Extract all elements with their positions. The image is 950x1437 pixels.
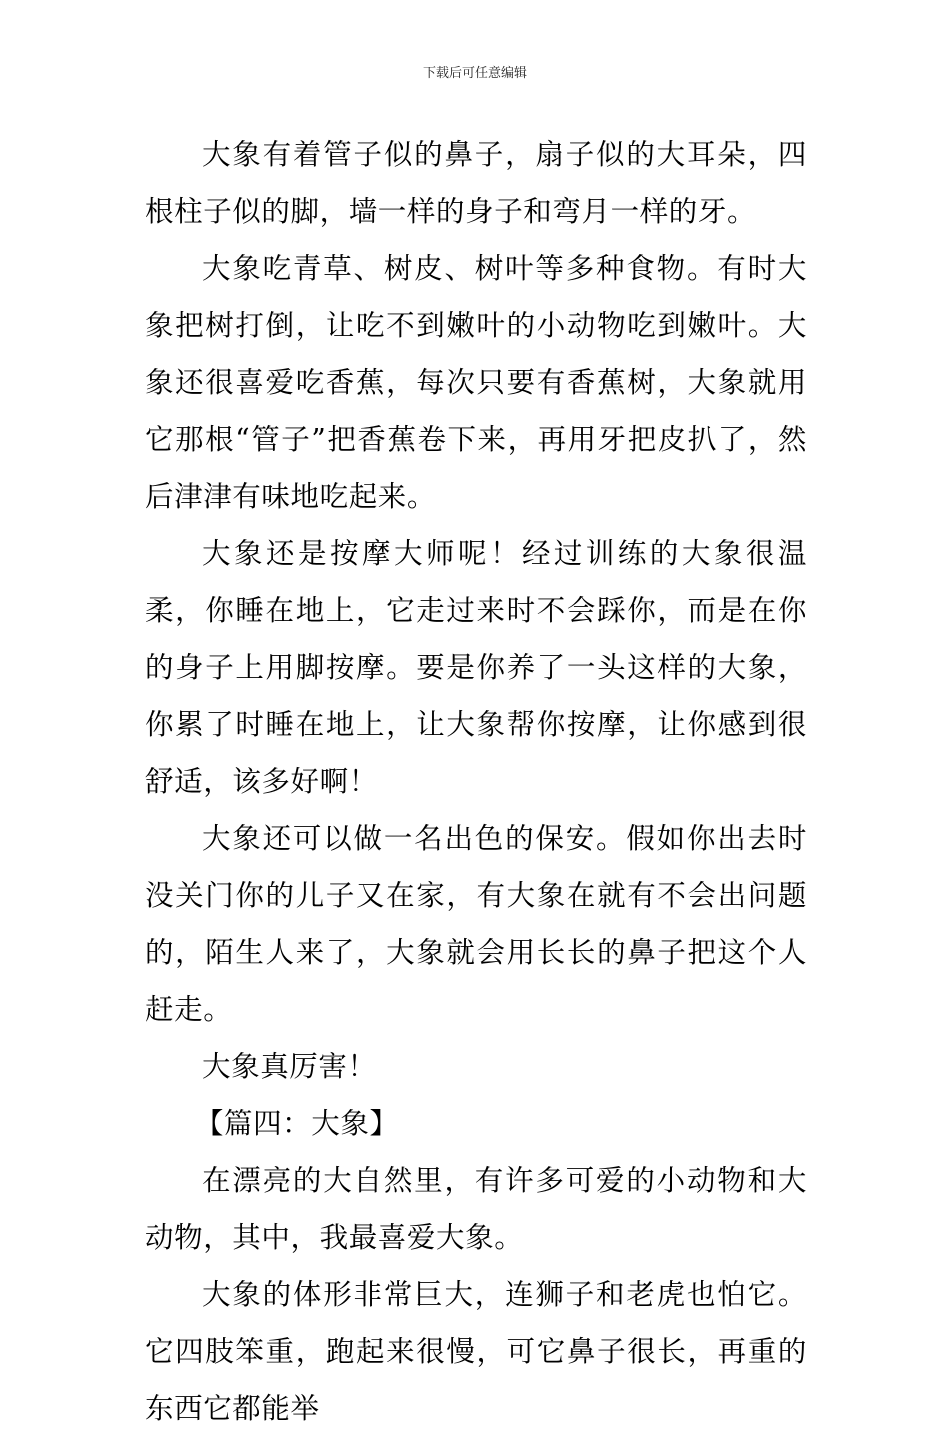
paragraph-nature-intro: 在漂亮的大自然里，有许多可爱的小动物和大动物，其中，我最喜爱大象。 xyxy=(145,1164,807,1254)
paragraph-elephant-amazing: 大象真厉害！ xyxy=(202,1050,377,1083)
paragraph-elephant-appearance: 大象有着管子似的鼻子，扇子似的大耳朵，四根柱子似的脚，墙一样的身子和弯月一样的牙。 xyxy=(145,138,807,228)
paragraph-elephant-body: 大象的体形非常巨大，连狮子和老虎也怕它。它四肢笨重，跑起来很慢，可它鼻子很长，再重的东西它都能举 xyxy=(145,1278,807,1425)
paragraph-elephant-food: 大象吃青草、树皮、树叶等多种食物。有时大象把树打倒，让吃不到嫩叶的小动物吃到嫩叶。大象还很喜爱吃香蕉，每次只要有香蕉树，大象就用它那根“管子”把香蕉卷下来，再用牙把皮扒了，然后津津有味地吃起来。 xyxy=(145,252,807,513)
section-heading: 【篇四：大象】 xyxy=(194,1107,399,1140)
document-body xyxy=(145,126,807,1437)
page-header: 下载后可任意编辑 xyxy=(422,66,527,81)
paragraph-elephant-massage: 大象还是按摩大师呢！经过训练的大象很温柔，你睡在地上，它走过来时不会踩你，而是在你的身子上用脚按摩。要是你养了一头这样的大象，你累了时睡在地上，让大象帮你按摩，让你感到很舒适，该多好啊！ xyxy=(145,537,807,798)
paragraph-elephant-guard: 大象还可以做一名出色的保安。假如你出去时没关门你的儿子又在家，有大象在就有不会出问题的，陌生人来了，大象就会用长长的鼻子把这个人赶走。 xyxy=(145,822,807,1026)
